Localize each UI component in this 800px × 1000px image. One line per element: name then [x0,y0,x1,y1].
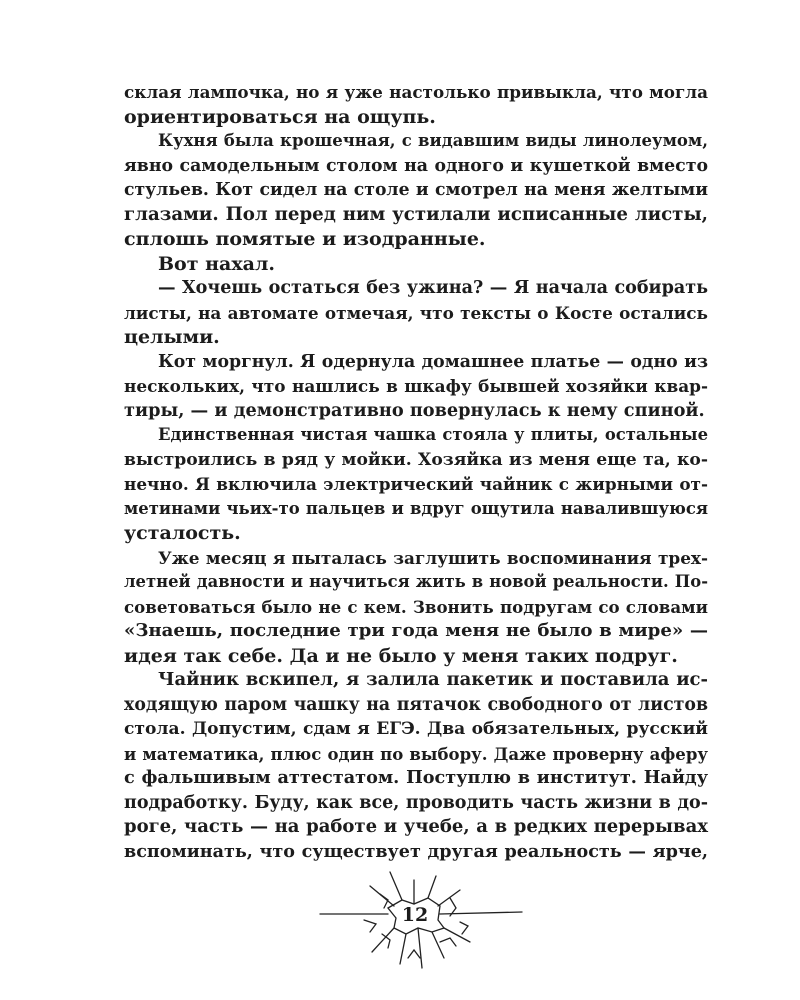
text-line: нечно. Я включила электрический чайник с жирными от- [124,474,708,494]
text-line: советоваться было не с кем. Звонить подругам со словами [124,596,708,617]
text-line: идея так себе. Да и не было у меня таких подруг. [124,644,678,667]
paragraph [124,252,708,277]
text-line: целыми. [124,326,220,348]
text-line: ориентироваться на ощупь. [124,105,436,128]
text-line: «Знаешь, последние три года меня не было в мире» — [124,620,708,641]
text-line: летней давности и научиться жить в новой реальности. По- [124,572,708,591]
book-page-text [124,80,708,864]
text-line: усталость. [124,522,241,544]
paragraph [124,129,708,252]
text-line: и математика, плюс один по выбору. Даже проверну аферу [124,743,708,764]
text-line: подработку. Буду, как все, проводить часть жизни в до- [124,792,708,813]
text-line: Кухня была крошечная, с видавшим виды линолеумом, [158,131,708,150]
paragraph [124,350,708,424]
text-line: стульев. Кот сидел на столе и смотрел на меня желтыми [124,180,708,200]
text-line: Единственная чистая чашка стояла у плиты, остальные [158,425,708,444]
text-line: листы, на автомате отмечая, что тексты о Косте остались [124,302,708,323]
text-line: роге, часть — на работе и учебе, а в редких перерывах [124,816,708,837]
text-line: нескольких, что нашлись в шкафу бывшей хозяйки квар- [124,376,708,396]
page-folio [310,868,530,988]
text-line: ходящую паром чашку на пятачок свободного от листов [124,694,708,715]
text-line: с фальшивым аттестатом. Поступлю в институт. Найду [124,767,708,788]
paragraph [124,276,708,350]
text-line: — Хочешь остаться без ужина? — Я начала собирать [158,278,708,298]
text-line: метинами чьих-то пальцев и вдруг ощутила навалившуюся [124,498,708,518]
paragraph [124,80,708,129]
text-line: Чайник вскипел, я залила пакетик и поставила ис- [158,669,708,690]
text-line: стола. Допустим, сдам я ЕГЭ. Два обязательных, русский [124,719,708,739]
text-line: выстроились в ряд у мойки. Хозяйка из меня еще та, ко- [124,449,708,470]
cracked-burst-ornament-icon [310,868,530,988]
text-line: тиры, — и демонстративно повернулась к нему спиной. [124,399,705,421]
page-number: 12 [401,904,429,926]
text-line: вспоминать, что существует другая реальность — ярче, [124,841,708,862]
paragraph [124,668,708,864]
text-line: явно самодельным столом на одного и кушеткой вместо [124,155,708,176]
text-line: Уже месяц я пыталась заглушить воспоминания трех- [158,547,708,568]
text-line: глазами. Пол перед ним устилали исписанные листы, [124,203,708,225]
text-line: сплошь помятые и изодранные. [124,228,486,250]
text-line: Кот моргнул. Я одернула домашнее платье — одно из [158,351,708,372]
text-line: склая лампочка, но я уже настолько привыкла, что могла [124,82,708,102]
paragraph [124,546,708,669]
paragraph [124,423,708,546]
text-line: Вот нахал. [158,252,275,275]
